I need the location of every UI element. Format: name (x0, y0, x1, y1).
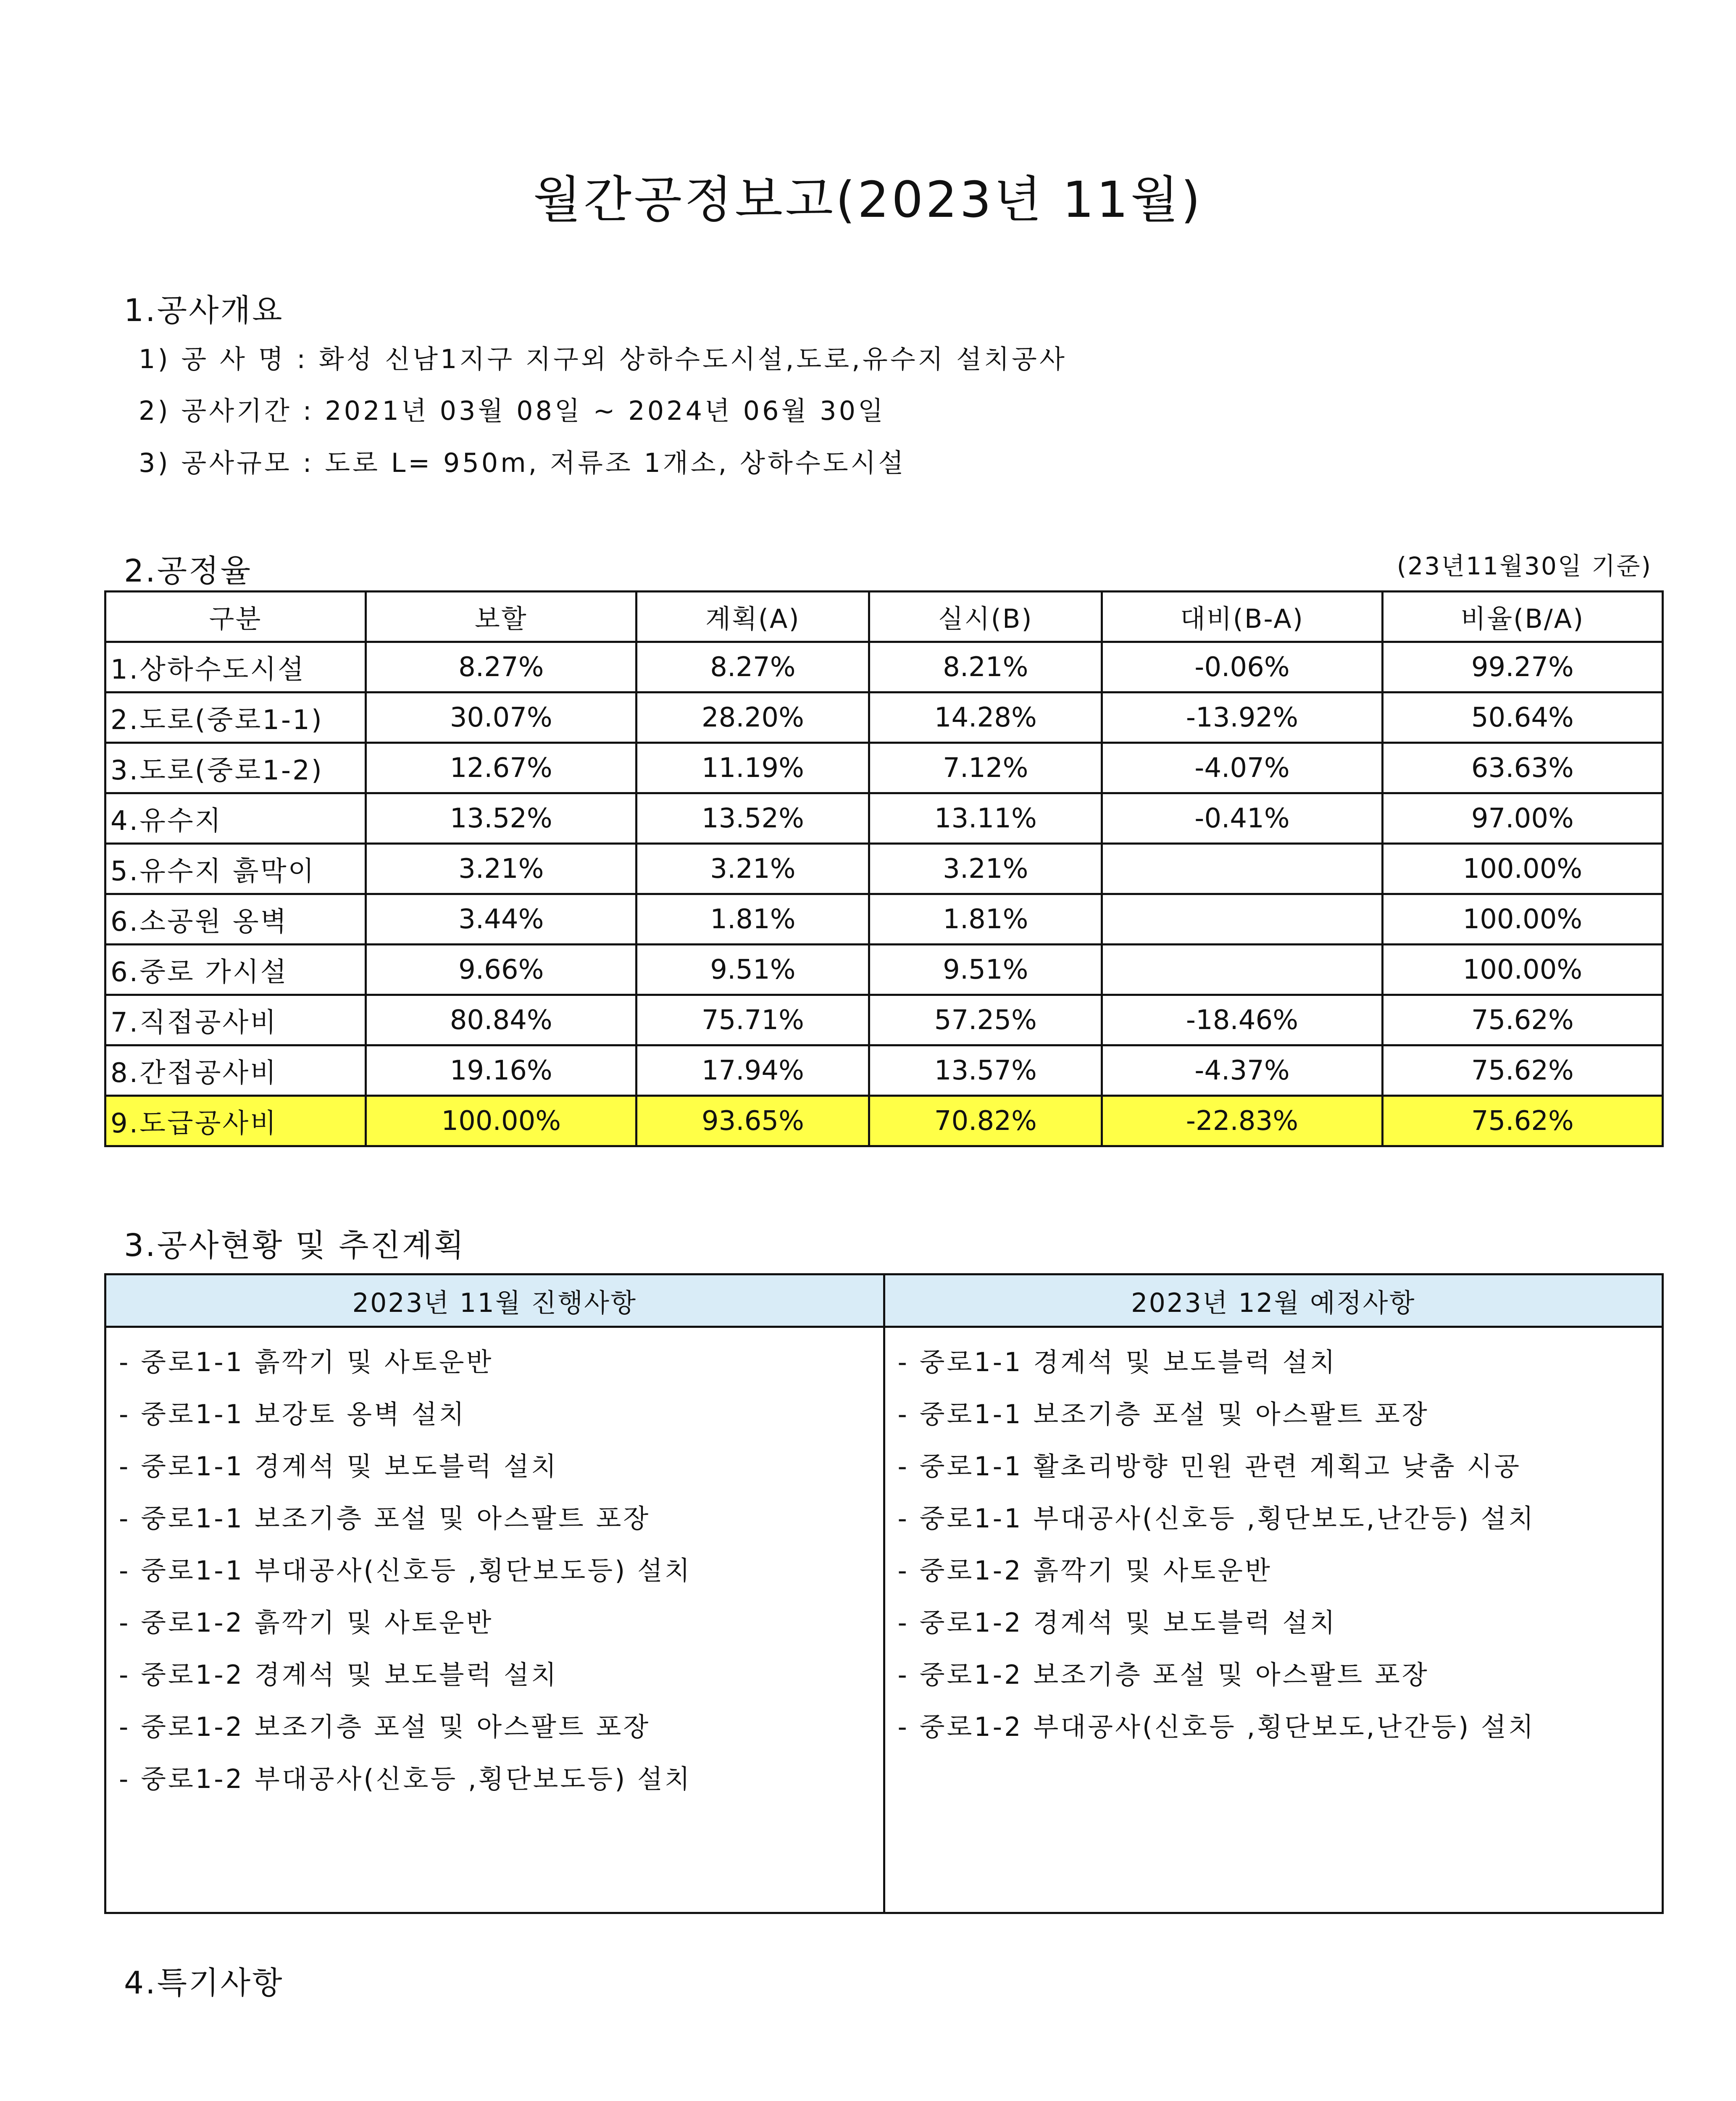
table-cell: 57.25% (869, 995, 1102, 1045)
list-item: - 중로1-2 흙깍기 및 사토운반 (119, 1607, 494, 1638)
list-item: - 중로1-1 보강토 옹벽 설치 (119, 1399, 466, 1430)
table-cell: 14.28% (869, 692, 1102, 743)
table-cell: 63.63% (1382, 743, 1662, 793)
table-row (105, 692, 1663, 743)
table-cell: 13.52% (366, 793, 637, 844)
row-label: 9.도급공사비 (105, 1096, 366, 1146)
row-label: 1.상하수도시설 (105, 642, 366, 692)
table-cell: 93.65% (637, 1096, 869, 1146)
table-row (105, 995, 1663, 1045)
table-cell: 8.27% (366, 642, 637, 692)
col-header: 대비(B-A) (1102, 592, 1383, 642)
table-cell: 100.00% (1382, 844, 1662, 894)
table-row (105, 894, 1663, 945)
next-month-list (884, 1327, 1663, 1913)
table-cell: 17.94% (637, 1045, 869, 1096)
table-cell: 28.20% (637, 692, 869, 743)
table-row (105, 844, 1663, 894)
table-cell: 75.62% (1382, 995, 1662, 1045)
table-cell: 75.71% (637, 995, 869, 1045)
current-month-header: 2023년 11월 진행사항 (105, 1274, 884, 1327)
table-cell (1102, 945, 1383, 995)
table-cell: 8.21% (869, 642, 1102, 692)
table-cell: 3.44% (366, 894, 637, 945)
section2-heading: 2.공정율 (124, 553, 253, 589)
row-label: 4.유수지 (105, 793, 366, 844)
table-row (105, 1096, 1663, 1146)
table-row (105, 743, 1663, 793)
row-label: 7.직접공사비 (105, 995, 366, 1045)
basis-date: (23년11월30일 기준) (1397, 552, 1652, 580)
table-cell: 100.00% (366, 1096, 637, 1146)
table-cell: 9.51% (637, 945, 869, 995)
table-cell: 7.12% (869, 743, 1102, 793)
table-row (105, 945, 1663, 995)
table-cell: -4.37% (1102, 1045, 1383, 1096)
table-cell: 75.62% (1382, 1045, 1662, 1096)
table-cell: 13.57% (869, 1045, 1102, 1096)
row-label: 6.소공원 옹벽 (105, 894, 366, 945)
table-cell: 99.27% (1382, 642, 1662, 692)
section4-heading: 4.특기사항 (124, 1965, 284, 2001)
table-cell: 70.82% (869, 1096, 1102, 1146)
table-cell: -13.92% (1102, 692, 1383, 743)
table-row (105, 642, 1663, 692)
list-item: - 중로1-2 흙깍기 및 사토운반 (897, 1555, 1272, 1586)
overview-name: 1) 공 사 명 : 화성 신남1지구 지구외 상하수도시설,도로,유수지 설치공사 (139, 344, 1067, 374)
table-cell: -0.06% (1102, 642, 1383, 692)
table-cell: 3.21% (869, 844, 1102, 894)
table-cell: 9.66% (366, 945, 637, 995)
table-cell: 30.07% (366, 692, 637, 743)
table-cell: 9.51% (869, 945, 1102, 995)
table-cell: -4.07% (1102, 743, 1383, 793)
list-item: - 중로1-2 부대공사(신호등 ,횡단보도등) 설치 (119, 1764, 692, 1794)
section3-heading: 3.공사현황 및 추진계획 (124, 1227, 466, 1264)
table-cell: 75.62% (1382, 1096, 1662, 1146)
col-header: 비율(B/A) (1382, 592, 1662, 642)
list-item: - 중로1-2 보조기층 포설 및 아스팔트 포장 (897, 1659, 1429, 1690)
overview-period: 2) 공사기간 : 2021년 03월 08일 ~ 2024년 06월 30일 (139, 395, 886, 426)
table-cell: 8.27% (637, 642, 869, 692)
col-header: 계획(A) (637, 592, 869, 642)
section1-heading: 1.공사개요 (124, 292, 284, 329)
table-cell (1102, 844, 1383, 894)
list-item: - 중로1-2 경계석 및 보도블럭 설치 (119, 1659, 558, 1690)
table-row (105, 1045, 1663, 1096)
table-row (105, 793, 1663, 844)
table-cell: 11.19% (637, 743, 869, 793)
col-header: 보할 (366, 592, 637, 642)
table-cell: 13.11% (869, 793, 1102, 844)
table-cell: 97.00% (1382, 793, 1662, 844)
row-label: 6.중로 가시설 (105, 945, 366, 995)
list-item: - 중로1-2 경계석 및 보도블럭 설치 (897, 1607, 1337, 1638)
table-cell: 19.16% (366, 1045, 637, 1096)
table-cell: 13.52% (637, 793, 869, 844)
next-month-header: 2023년 12월 예정사항 (884, 1274, 1663, 1327)
table-cell: 3.21% (637, 844, 869, 894)
table-cell: 100.00% (1382, 945, 1662, 995)
table-cell: 80.84% (366, 995, 637, 1045)
current-month-list (105, 1327, 884, 1913)
table-cell: -22.83% (1102, 1096, 1383, 1146)
list-item: - 중로1-1 부대공사(신호등 ,횡단보도,난간등) 설치 (897, 1503, 1536, 1534)
report-title: 월간공정보고(2023년 11월) (533, 171, 1203, 229)
table-cell: -0.41% (1102, 793, 1383, 844)
table-cell (1102, 894, 1383, 945)
plan-table (104, 1273, 1664, 1914)
progress-table (104, 590, 1664, 1147)
list-item: - 중로1-1 경계석 및 보도블럭 설치 (897, 1347, 1337, 1377)
col-header: 실시(B) (869, 592, 1102, 642)
table-cell: 100.00% (1382, 894, 1662, 945)
table-cell: 50.64% (1382, 692, 1662, 743)
table-cell: 12.67% (366, 743, 637, 793)
table-cell: 1.81% (637, 894, 869, 945)
overview-scale: 3) 공사규모 : 도로 L= 950m, 저류조 1개소, 상하수도시설 (139, 448, 906, 478)
list-item: - 중로1-2 부대공사(신호등 ,횡단보도,난간등) 설치 (897, 1711, 1536, 1742)
list-item: - 중로1-1 보조기층 포설 및 아스팔트 포장 (119, 1503, 651, 1534)
list-item: - 중로1-1 경계석 및 보도블럭 설치 (119, 1451, 558, 1482)
list-item: - 중로1-1 흙깍기 및 사토운반 (119, 1347, 494, 1377)
row-label: 8.간접공사비 (105, 1045, 366, 1096)
list-item: - 중로1-1 활초리방향 민원 관련 계획고 낮춤 시공 (897, 1451, 1522, 1482)
col-header: 구분 (105, 592, 366, 642)
table-cell: 1.81% (869, 894, 1102, 945)
list-item: - 중로1-1 부대공사(신호등 ,횡단보도등) 설치 (119, 1555, 692, 1586)
progress-header-row (105, 592, 1663, 642)
list-item: - 중로1-2 보조기층 포설 및 아스팔트 포장 (119, 1711, 651, 1742)
row-label: 3.도로(중로1-2) (105, 743, 366, 793)
table-cell: 3.21% (366, 844, 637, 894)
row-label: 2.도로(중로1-1) (105, 692, 366, 743)
row-label: 5.유수지 흙막이 (105, 844, 366, 894)
table-cell: -18.46% (1102, 995, 1383, 1045)
list-item: - 중로1-1 보조기층 포설 및 아스팔트 포장 (897, 1399, 1429, 1430)
